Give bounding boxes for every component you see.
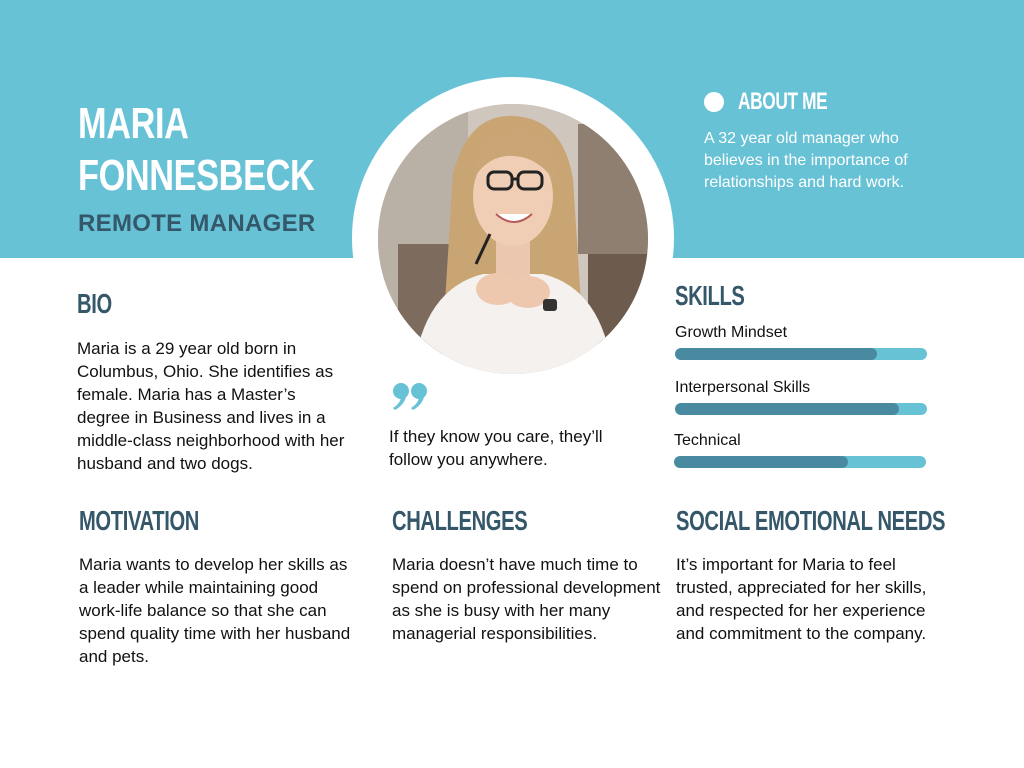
skill-bar-fill <box>674 456 848 468</box>
bio-title: BIO <box>77 288 112 319</box>
social-needs-title: SOCIAL EMOTIONAL NEEDS <box>676 505 946 536</box>
skill-label-interpersonal: Interpersonal Skills <box>675 379 811 396</box>
persona-photo-illustration <box>378 104 648 374</box>
skills-title: SKILLS <box>675 280 745 311</box>
challenges-text: Maria doesn’t have much time to spend on professional development as she is busy with her many managerial responsibilities. <box>392 555 661 643</box>
persona-name-last: FONNESBECK <box>78 151 315 200</box>
skill-bar-interpersonal <box>675 403 927 415</box>
about-title: ABOUT ME <box>738 88 828 115</box>
persona-photo <box>378 104 648 374</box>
social-needs-text: It’s important for Maria to feel trusted, appreciated for her skills, and respected for her experience and commitment to the company. <box>676 555 927 643</box>
persona-name-first: MARIA <box>78 99 189 148</box>
skill-bar-fill <box>675 348 877 360</box>
bio-text: Maria is a 29 year old born in Columbus, Ohio. She identifies as female. Maria has a Master’s degree in Business and lives in a middle-class neighborhood with her husband and two dogs. <box>77 339 345 473</box>
persona-name <box>78 98 314 202</box>
skill-label-growth-mindset: Growth Mindset <box>675 324 788 341</box>
skill-bar-growth-mindset <box>675 348 927 360</box>
skill-bar-technical <box>674 456 926 468</box>
about-bullet-icon <box>704 92 724 112</box>
skill-label-technical: Technical <box>674 432 741 449</box>
about-text: A 32 year old manager who believes in the importance of relationships and hard work. <box>704 130 908 191</box>
quote-icon <box>392 382 428 412</box>
persona-role: REMOTE MANAGER <box>78 210 316 237</box>
motivation-text: Maria wants to develop her skills as a leader while maintaining good work-life balance so that she can spend quality time with her husband and pets. <box>79 555 351 666</box>
motivation-title: MOTIVATION <box>79 505 199 536</box>
quote-text: If they know you care, they’ll follow you anywhere. <box>389 427 603 469</box>
challenges-title: CHALLENGES <box>392 505 528 536</box>
skill-bar-fill <box>675 403 899 415</box>
